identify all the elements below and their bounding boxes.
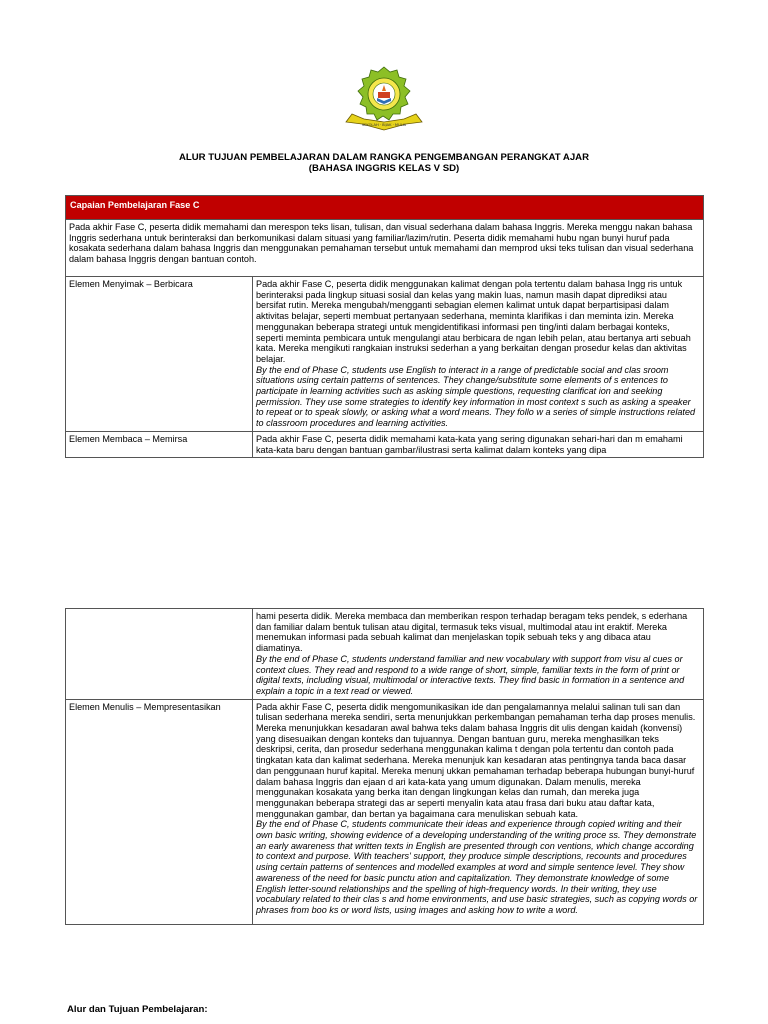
table-row xyxy=(66,277,704,432)
element-description xyxy=(253,431,704,457)
intro-cell: Pada akhir Fase C, peserta didik memahami dan merespon teks lisan, tulisan, dan visual sederhana dalam bahasa Inggris. Mereka menggu nakan bahasa Inggris sederhana untuk berinteraksi dan berkomunikasi dalam situasi yang familiar/lazim/rutin. Peserta didik memahami hubu ngan bunyi huruf pada kosakata sederhana dalam bahasa Inggris dan menggunakan pemahaman tersebut untuk memahami dan memprod uksi teks tulisan dan visual sederhana dalam bahasa Inggris dengan bantuan contoh. xyxy=(66,220,704,277)
element-description xyxy=(253,699,704,924)
learning-outcomes-table-continued xyxy=(65,608,704,925)
document-title: ALUR TUJUAN PEMBELAJARAN DALAM RANGKA PENGEMBANGAN PERANGKAT AJAR xyxy=(178,152,590,163)
element-label: Elemen Menyimak – Berbicara xyxy=(66,277,253,432)
description-indonesian: Pada akhir Fase C, peserta didik mengomunikasikan ide dan pengalamannya melalui salinan tuli san dan tulisan sederhana mereka sendiri, serta menunjukkan perkembangan pemahaman terha dap proses menulis. Mereka menunjukkan kesadaran awal bahwa teks dalam bahasa Inggris dit ulis dengan kaidah (konvensi) yang disesuaikan dengan konteks dan tujuannya. Dengan bantuan guru, mereka menghasilkan teks deskripsi, cerita, dan prosedur sederhana menggunakan kalima t dengan pola tertentu dan contoh pada tingkatan kata dan kalimat sederhana. Mereka menunjuk kan kesadaran atas pentingnya tanda baca dasar dan penggunaan huruf kapital. Mereka menunj ukkan pemahaman terhadap beberapa hubungan bunyi-huruf dalam bahasa Inggris dan ejaan d ari kata-kata yang umum digunakan. Dalam menulis, mereka menggunakan kosakata yang berka itan dengan lingkungan kelas dan rumah, dan mereka juga menggunakan beberapa strategi das ar seperti menyalin kata atau frasa dari buku atau daftar kata, menggunakan gambar, dan bertan ya bagaimana cara menuliskan sebuah kata. xyxy=(256,701,696,819)
table-row xyxy=(66,220,704,277)
element-description xyxy=(253,609,704,700)
description-indonesian: Pada akhir Fase C, peserta didik menggunakan kalimat dengan pola tertentu dalam bahasa Ingg ris untuk berinteraksi pada lingkup situasi sosial dan kelas yang makin luas, namun masih dapat diprediksi atau bersifat rutin. Mereka mengubah/mengganti sebagian elemen kalimat untuk dapat berpartisipasi dalam aktivitas belajar, seperti membuat pertanyaan sederhana, meminta klarifikas i dan meminta izin. Mereka menggunakan beberapa strategi untuk mengidentifikasi informasi pen ting/inti dalam berbagai konteks, seperti meminta pembicara untuk mengulangi atau berbicara de ngan lebih pelan, atau bertanya arti sebuah kata. Mereka mengikuti rangkaian instruksi sederhan a yang berkaitan dengan prosedur kelas dan aktivitas belajar. xyxy=(256,279,691,364)
description-indonesian: hami peserta didik. Mereka membaca dan memberikan respon terhadap beragam teks pendek, s ederhana dan familiar dalam bentuk tulisan atau digital, termasuk teks visual, multimodal atau int eraktif. Mereka menemukan informasi pada sebuah kalimat dan menjelaskan topik sebuah teks y ang dibaca atau diamatinya. xyxy=(256,611,688,654)
document-subtitle: (BAHASA INGGRIS KELAS V SD) xyxy=(308,163,460,174)
logo-ribbon-text: SEKOLAH · BIJAK · MULIA xyxy=(361,123,407,127)
description-english: By the end of Phase C, students use English to interact in a range of predictable social and clas sroom situations using certain patterns of sentences. They change/substitute some elements of s entences to participate in learning activities such as asking simple questions, requesting clarificat ion and seeking permission. They use some strategies to identify key information in most context s such as asking a speaker to repeat or to speak slowly, or asking what a word means. They follo w a series of simple instructions related to classroom procedures and learning activities. xyxy=(256,364,696,429)
description-english: By the end of Phase C, students understand familiar and new vocabulary with support from visu al cues or context clues. They read and respond to a wide range of short, simple, familiar texts in the form of print or digital texts, including visual, multimodal or interactive texts. They find basic in formation in a sentence and explain a topic in a text read or viewed. xyxy=(256,653,685,696)
table-row xyxy=(66,431,704,457)
description-english: By the end of Phase C, students communicate their ideas and experience through copied writing and their own basic writing, showing evidence of a developing understanding of the writing proce ss. They demonstrate an early awareness that written texts in English are presented through con ventions, which change according to context and purpose. With teachers' support, they produce simple descriptions, recounts and procedures using certain patterns of sentences and modelled examples at word and simple sentence level. They show awareness of the need for basic punctu ation and capitalization. They demonstrate knowledge of some English letter-sound relationships and the spelling of high-frequency words. In their writing, they use vocabulary related to their clas s and home environments, and use basic strategies, such as copying words or phrases from boo ks or word lists, using images and asking how to write a word. xyxy=(256,819,698,915)
learning-outcomes-table xyxy=(65,195,704,458)
element-label: Elemen Membaca – Memirsa xyxy=(66,431,253,457)
element-description xyxy=(253,277,704,432)
section-heading: Alur dan Tujuan Pembelajaran: xyxy=(67,1004,208,1015)
school-logo xyxy=(344,64,424,138)
description-indonesian: Pada akhir Fase C, peserta didik memahami kata-kata yang sering digunakan sehari-hari dan m emahami kata-kata baru dengan bantuan gambar/ilustrasi serta kalimat dalam konteks yang dipa xyxy=(256,433,683,455)
table-header-row xyxy=(66,196,704,220)
school-emblem-icon xyxy=(344,64,424,138)
table-row xyxy=(66,699,704,924)
element-label-empty xyxy=(66,609,253,700)
table-row xyxy=(66,609,704,700)
element-label: Elemen Menulis – Mempresentasikan xyxy=(66,699,253,924)
table-header: Capaian Pembelajaran Fase C xyxy=(66,196,704,220)
